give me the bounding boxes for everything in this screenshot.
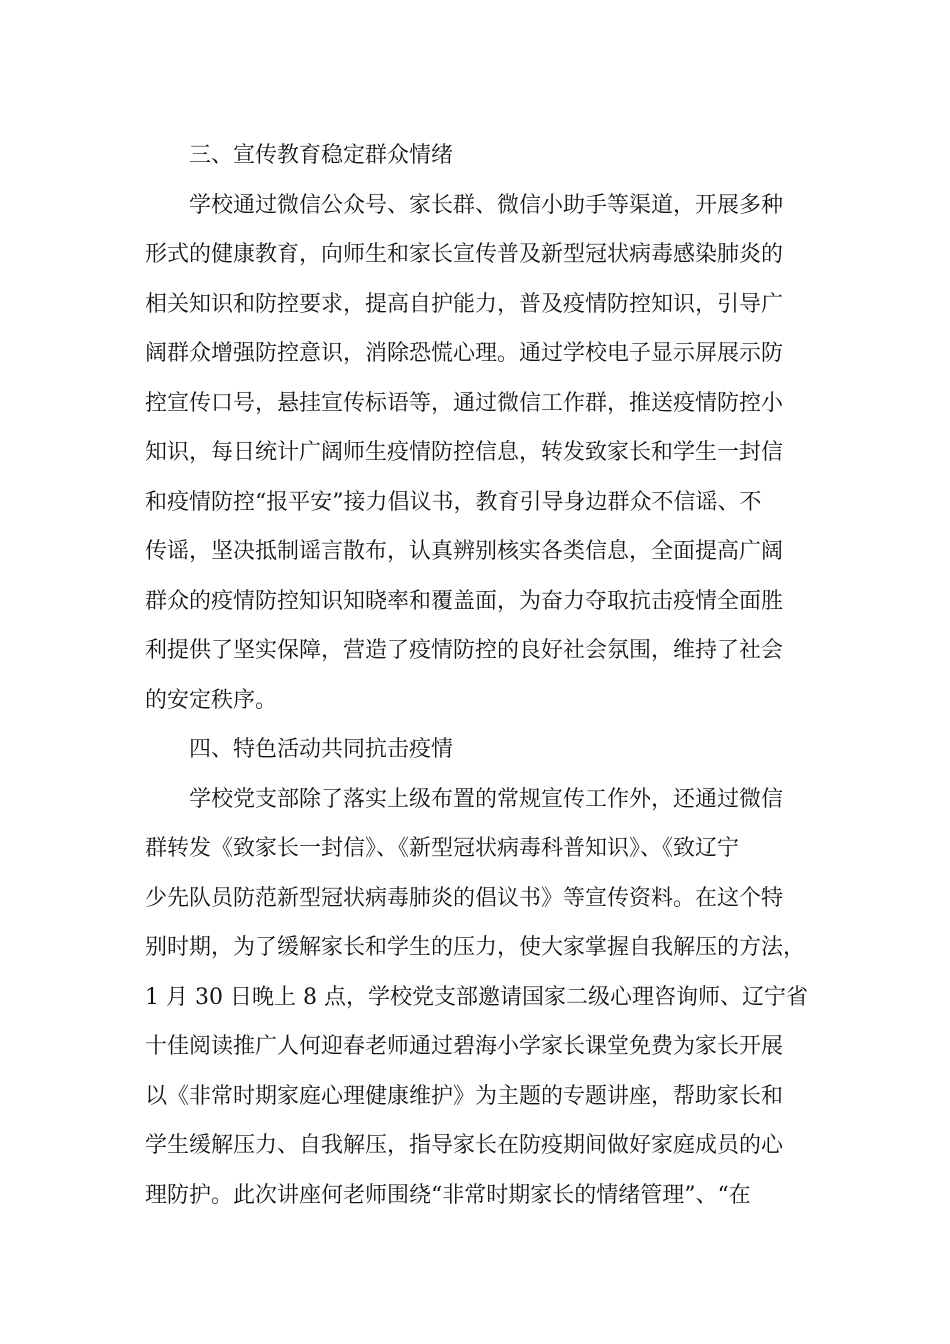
paragraph-line: 十佳阅读推广人何迎春老师通过碧海小学家长课堂免费为家长开展 xyxy=(145,1034,784,1059)
paragraph-line: 形式的健康教育，向师生和家长宣传普及新型冠状病毒感染肺炎的 xyxy=(145,242,784,267)
paragraph-line: 控宣传口号，悬挂宣传标语等，通过微信工作群，推送疫情防控小 xyxy=(145,390,784,416)
paragraph-line: 知识，每日统计广阔师生疫情防控信息，转发致家长和学生一封信 xyxy=(145,440,784,465)
paragraph-line: 传谣，坚决抵制谣言散布，认真辨别核实各类信息，全面提高广阔 xyxy=(145,539,784,564)
paragraph-line: 学校党支部除了落实上级布置的常规宣传工作外，还通过微信 xyxy=(189,786,784,812)
paragraph-line: 学校通过微信公众号、家长群、微信小助手等渠道，开展多种 xyxy=(189,192,784,218)
paragraph-line: 和疫情防控“报平安”接力倡议书，教育引导身边群众不信谣、不 xyxy=(145,489,762,515)
paragraph-line: 利提供了坚实保障，营造了疫情防控的良好社会氛围，维持了社会 xyxy=(145,638,784,663)
paragraph-line: 少先队员防范新型冠状病毒肺炎的倡议书》等宣传资料。在这个特 xyxy=(145,885,784,911)
paragraph-line: 以《非常时期家庭心理健康维护》为主题的专题讲座，帮助家长和 xyxy=(145,1083,784,1109)
document-body xyxy=(145,131,810,1220)
paragraph-line: 的安定秩序。 xyxy=(145,687,278,713)
paragraph-line: 群众的疫情防控知识知晓率和覆盖面，为奋力夺取抗击疫情全面胜 xyxy=(145,588,784,614)
paragraph-line: 学生缓解压力、自我解压，指导家长在防疫期间做好家庭成员的心 xyxy=(145,1133,784,1158)
section-4-heading: 四、特色活动共同抗击疫情 xyxy=(189,737,454,762)
paragraph-line: 理防护。此次讲座何老师围绕“非常时期家长的情绪管理”、“在 xyxy=(145,1182,751,1208)
paragraph-line: 阔群众增强防控意识，消除恐慌心理。通过学校电子显示屏展示防 xyxy=(145,341,784,366)
paragraph-line: 相关知识和防控要求，提高自护能力，普及疫情防控知识，引导广 xyxy=(145,291,784,317)
section-3-heading: 三、宣传教育稳定群众情绪 xyxy=(189,143,454,168)
paragraph-line: 群转发《致家长一封信》、《新型冠状病毒科普知识》、《致辽宁 xyxy=(145,836,740,861)
paragraph-line: 别时期，为了缓解家长和学生的压力，使大家掌握自我解压的方法， xyxy=(145,935,806,960)
paragraph-line: 1 月 30 日晚上 8 点，学校党支部邀请国家二级心理咨询师、辽宁省 xyxy=(145,984,808,1010)
